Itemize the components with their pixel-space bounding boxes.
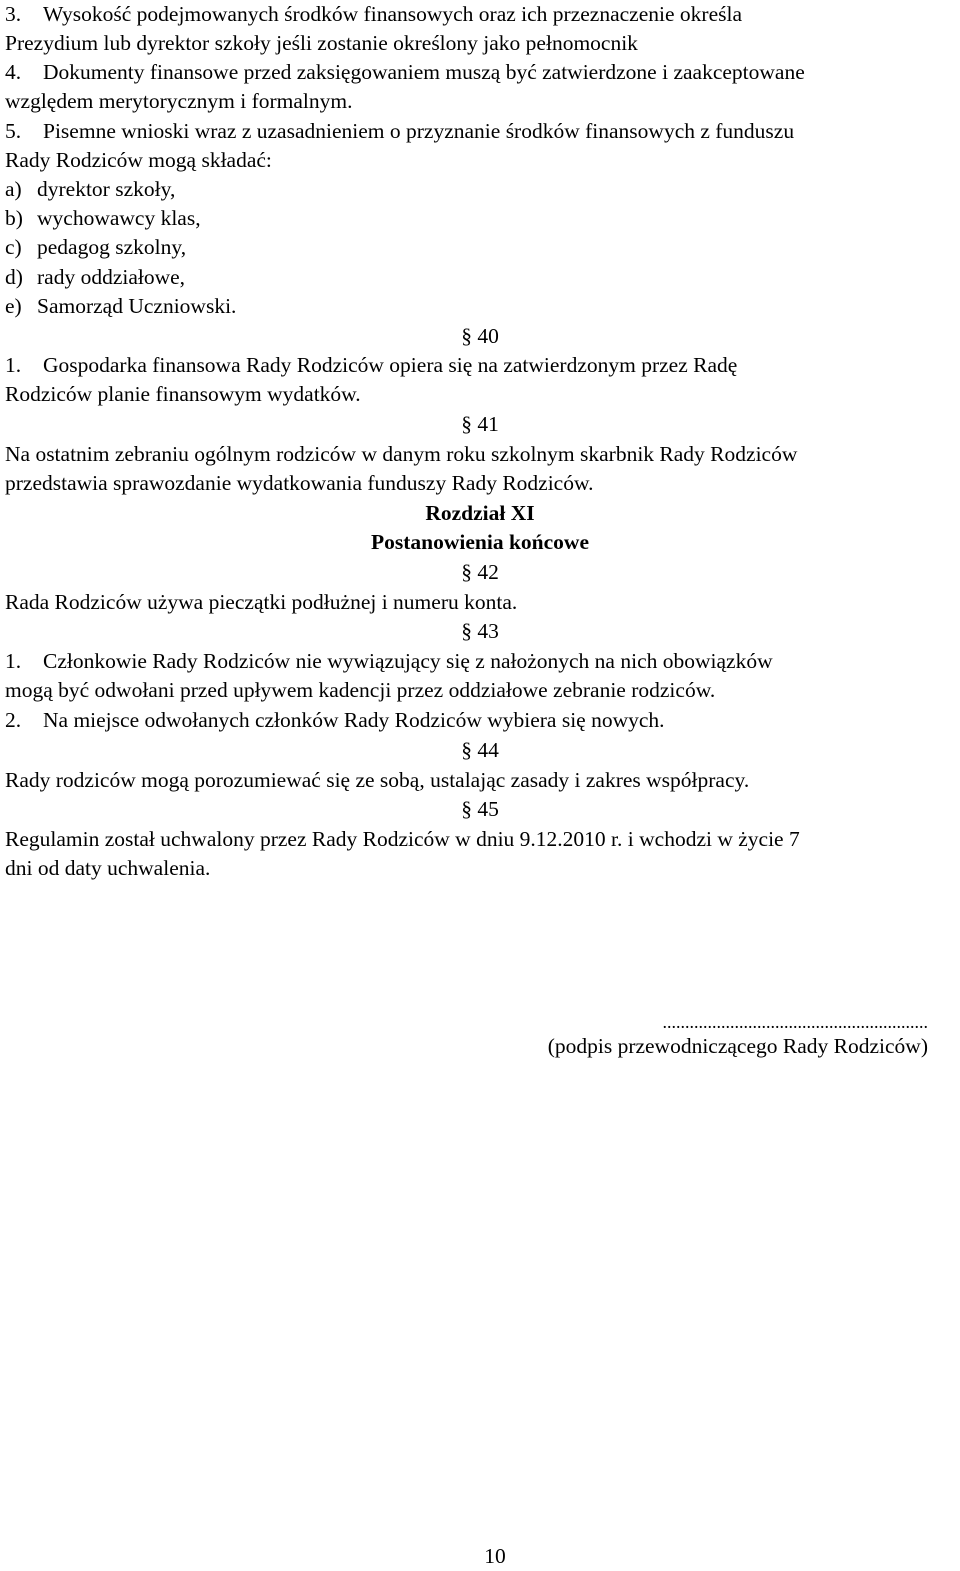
signature-caption: (podpis przewodniczącego Rady Rodziców) <box>547 1034 928 1058</box>
chapter-title: Rozdział XI <box>425 501 535 525</box>
chapter-subtitle: Postanowienia końcowe <box>371 530 589 554</box>
document-page <box>5 0 955 1570</box>
section-45-paragraph-continuation: dni od daty uchwalenia. <box>5 856 211 880</box>
list-item: 5. Pisemne wnioski wraz z uzasadnieniem o przyznanie środków finansowych z funduszu <box>5 119 795 143</box>
list-item-continuation: Rady Rodziców mogą składać: <box>5 148 272 172</box>
section-40-paragraph-continuation: Rodziców planie finansowym wydatków. <box>5 382 361 406</box>
section-heading-40: § 40 <box>461 324 499 348</box>
section-42-paragraph: Rada Rodziców używa pieczątki podłużnej i numeru konta. <box>5 590 518 614</box>
section-40-paragraph: 1. Gospodarka finansowa Rady Rodziców opiera się na zatwierdzonym przez Radę <box>5 353 738 377</box>
section-43-item: 2. Na miejsce odwołanych członków Rady Rodziców wybiera się nowych. <box>5 708 665 732</box>
section-44-paragraph: Rady rodziców mogą porozumiewać się ze sobą, ustalając zasady i zakres współpracy. <box>5 768 750 792</box>
section-41-paragraph: Na ostatnim zebraniu ogólnym rodziców w danym roku szkolnym skarbnik Rady Rodziców <box>5 442 798 466</box>
signature-line: ........................................................... <box>662 1012 928 1032</box>
list-item: 4. Dokumenty finansowe przed zaksięgowaniem muszą być zatwierdzone i zaakceptowane <box>5 60 805 84</box>
sub-list-item: d) rady oddziałowe, <box>5 265 186 289</box>
sub-list-item: b) wychowawcy klas, <box>5 206 201 230</box>
page-number: 10 <box>484 1544 506 1568</box>
sub-list-item: c) pedagog szkolny, <box>5 235 187 259</box>
sub-list-item: a) dyrektor szkoły, <box>5 177 176 201</box>
section-heading-42: § 42 <box>461 560 499 584</box>
section-43-item-continuation: mogą być odwołani przed upływem kadencji przez oddziałowe zebranie rodziców. <box>5 678 716 702</box>
section-43-item: 1. Członkowie Rady Rodziców nie wywiązujący się z nałożonych na nich obowiązków <box>5 649 773 673</box>
section-heading-43: § 43 <box>461 619 499 643</box>
list-item: 3. Wysokość podejmowanych środków finansowych oraz ich przeznaczenie określa <box>5 2 742 26</box>
section-heading-44: § 44 <box>461 738 499 762</box>
sub-list-item: e) Samorząd Uczniowski. <box>5 294 237 318</box>
list-item-continuation: Prezydium lub dyrektor szkoły jeśli zostanie określony jako pełnomocnik <box>5 31 638 55</box>
section-45-paragraph: Regulamin został uchwalony przez Rady Rodziców w dniu 9.12.2010 r. i wchodzi w życie 7 <box>5 827 800 851</box>
list-item-continuation: względem merytorycznym i formalnym. <box>5 89 353 113</box>
section-heading-45: § 45 <box>461 797 499 821</box>
section-heading-41: § 41 <box>461 412 499 436</box>
section-41-paragraph-continuation: przedstawia sprawozdanie wydatkowania funduszy Rady Rodziców. <box>5 471 594 495</box>
